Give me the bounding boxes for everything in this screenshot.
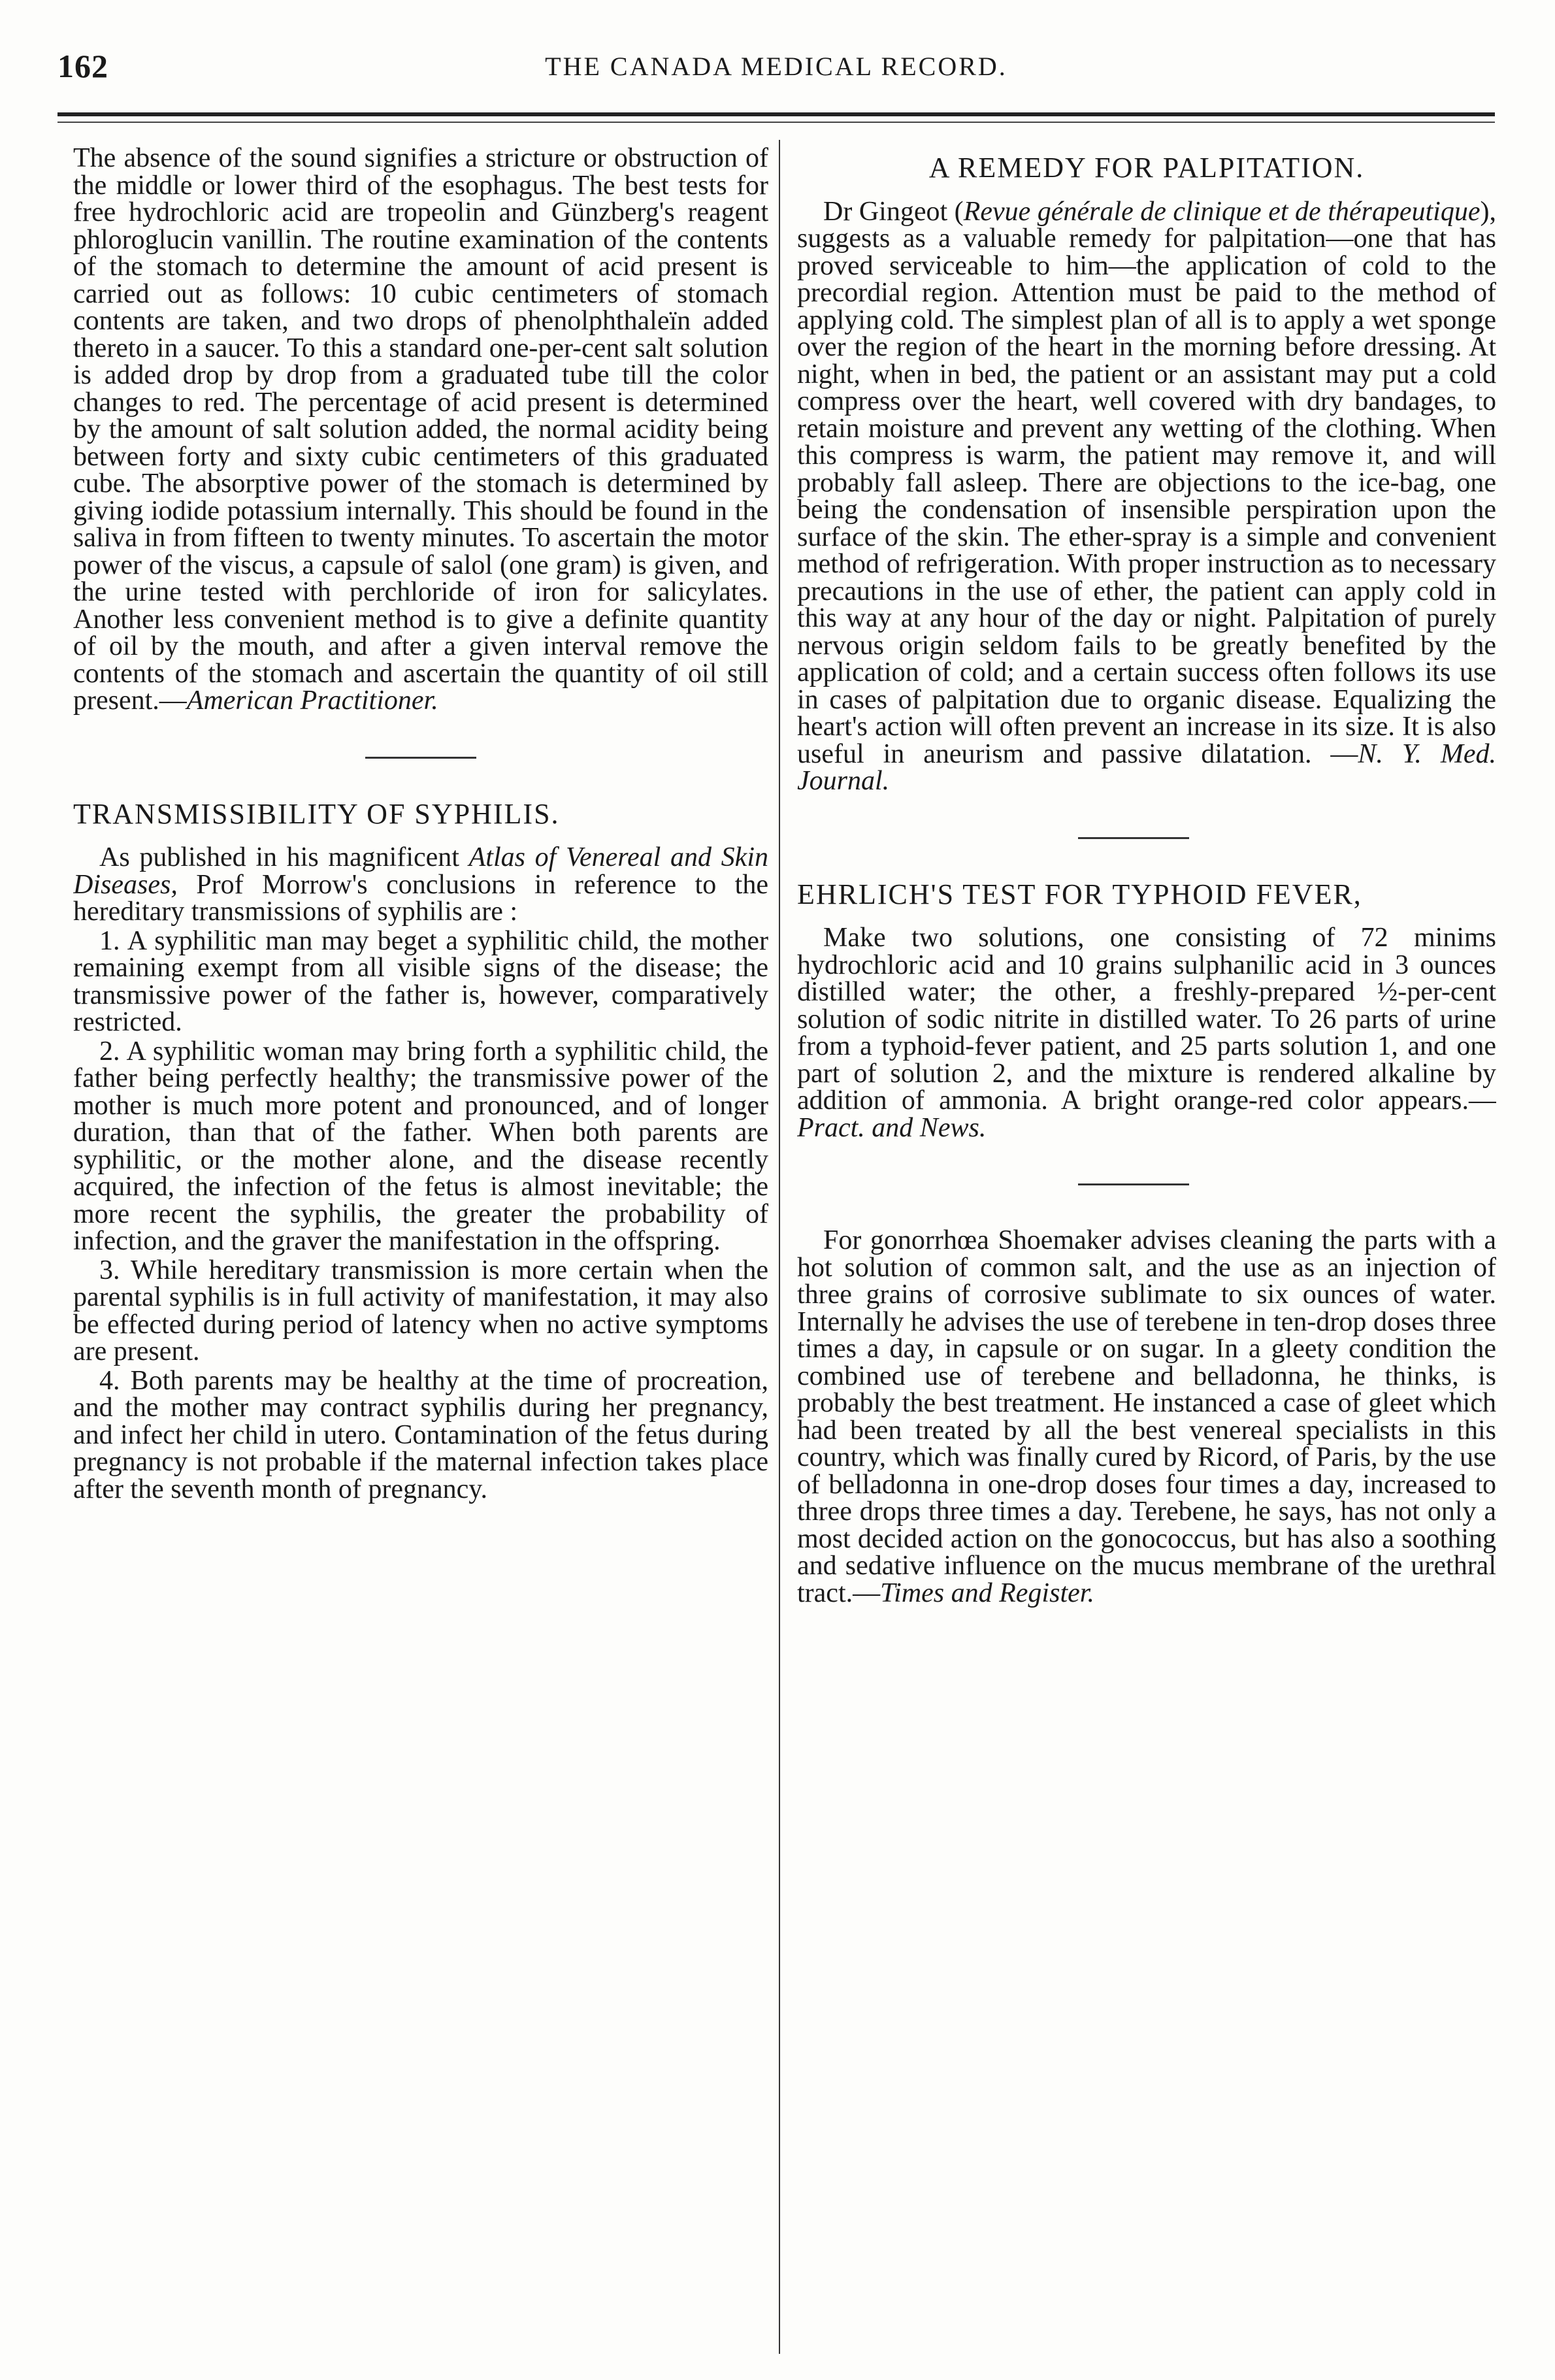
page-header xyxy=(57,47,1495,93)
typhoid-source: Pract. and News. xyxy=(797,1112,987,1143)
palpitation-journal: Revue générale de clinique et de thérapeutique xyxy=(963,196,1481,227)
syphilis-point-2: 2. A syphilitic woman may bring forth a syphilitic child, the father being perfectly healthy; the transmissive power of the mother is much more potent and pronounced, and of longer duration, than that of the father. When both parents are syphilitic, or the mother alone, and the disease recently acquired, the infection of the fetus is almost inevitable; the more recent the syphilis, the greater the probability of infection, and the graver the manifestation in the offspring. xyxy=(73,1036,768,1256)
section-separator xyxy=(1078,837,1189,839)
syphilis-point-1: 1. A syphilitic man may beget a syphilitic child, the mother remaining exempt from all visible signs of the disease; the transmissive power of the father is, however, comparatively restricted. xyxy=(73,925,768,1037)
syphilis-intro-text: As published in his magnificent xyxy=(99,842,469,872)
palpitation-text-2: ), suggests as a valuable remedy for palpitation—one that has proved serviceable to him—the application of cold to the precordial region. Attention must be paid to the method of applying cold. The simplest plan of all is to apply a wet sponge over the region of the heart in the morning before dressing. At night, when in bed, the patient or an assistant may put a cold compress over the heart, well covered with dry bandages, to retain moisture and prevent any wetting of the clothing. When this compress is warm, the patient may remove it, and will probably fall asleep. There are objections to the ice-bag, one being the condensation of insensible perspiration upon the surface of the skin. The ether-spray is a simple and convenient method of refrigeration. With proper instruction as to necessary precautions in the use of ether, the patient can apply cold in this way at any hour of the day or night. Palpitation of purely nervous origin seldom fails to be greatly benefited by the application of cold; and a certain success often follows its use in cases of palpitation due to organic disease. Equalizing the heart's action will often prevent an increase in its size. It is also useful in aneurism and passive dilatation. — xyxy=(797,196,1496,769)
syphilis-intro xyxy=(73,844,768,926)
header-rule-thick xyxy=(57,112,1495,116)
stomach-tests-paragraph xyxy=(73,145,768,715)
section-separator xyxy=(365,757,476,759)
gonorrhoea-paragraph xyxy=(797,1227,1496,1607)
stomach-tests-text: The absence of the sound signifies a stricture or obstruction of the middle or lower third of the esophagus. The best tests for free hydrochloric acid are tropeolin and Günzberg's reagent phloroglucin vanillin. The routine examination of the contents of the stomach to determine the amount of acid present is carried out as follows: 10 cubic centimeters of stomach contents are taken, and two drops of phenolphthaleïn added thereto in a saucer. To this a standard one-per-cent salt solution is added drop by drop from a graduated tube till the color changes to red. The percentage of acid present is determined by the amount of salt solution added, the normal acidity being between forty and sixty cubic centimeters of this graduated cube. The absorptive power of the stomach is determined by giving iodide potassium internally. This should be found in the saliva in from fifteen to twenty minutes. To ascertain the motor power of the viscus, a capsule of salol (one gram) is given, and the urine tested with perchloride of iron for salicylates. Another less convenient method is to give a definite quantity of oil by the mouth, and after a given interval remove the contents of the stomach and ascertain the quantity of oil still present.— xyxy=(73,145,768,716)
syphilis-point-3: 3. While hereditary transmission is more certain when the parental syphilis is in full activity of manifestation, it may also be effected during period of latency when no active symptoms are present. xyxy=(73,1255,768,1366)
right-column xyxy=(797,145,1496,2347)
typhoid-text: Make two solutions, one consisting of 72 minims hydrochloric acid and 10 grains sulphanilic acid in 3 ounces distilled water; the other, a freshly-prepared xyxy=(797,923,1496,1007)
syphilis-heading: TRANSMISSIBILITY OF SYPHILIS. xyxy=(73,797,560,830)
syphilis-point-4: 4. Both parents may be healthy at the time of procreation, and the mother may contract syphilis during her pregnancy, and infect her child in utero. Contamination of the fetus during pregnancy is not probable if the maternal infection takes place after the seventh month of pregnancy. xyxy=(73,1365,768,1504)
header-rule-thin xyxy=(57,122,1495,123)
typhoid-heading: EHRLICH'S TEST FOR TYPHOID FEVER, xyxy=(797,878,1362,910)
palpitation-paragraph xyxy=(797,196,1496,796)
palpitation-heading: A REMEDY FOR PALPITATION. xyxy=(928,152,1365,184)
atlas-title: Atlas of Venereal and Skin Diseases, xyxy=(73,842,768,900)
running-head: THE CANADA MEDICAL RECORD. xyxy=(545,52,1007,81)
page-number: 162 xyxy=(57,48,108,84)
typhoid-text-2: -per-cent solution of sodic nitrite in distilled water. To 26 parts of urine from a typhoid-fever patient, and 25 parts solution 1, and one part of solution 2, and the mixture is rendered alkaline by addition of ammonia. A bright orange-red color appears.— xyxy=(797,977,1496,1116)
palpitation-text: Dr Gingeot ( xyxy=(823,196,964,227)
gonorrhoea-source: Times and Register. xyxy=(880,1578,1094,1608)
gonorrhoea-text: For gonorrhœa Shoemaker advises cleaning the parts with a hot solution of common salt, and the use as an injection of three grains of corrosive sublimate to six ounces of water. Internally he advises the use of terebene in ten-drop doses three times a day, in capsule or on sugar. In a gleety condition the combined use of terebene and belladonna, he thinks, is probably the best treatment. He instanced a case of gleet which had been treated by all the best venereal specialists in this country, which was finally cured by Ricord, of Paris, by the use of belladonna in one-drop doses four times a day, increased to three drops three times a day. Terebene, he says, has not only a most decided action on the gonococcus, but has also a soothing and sedative influence on the mucus membrane of the urethral tract.— xyxy=(797,1225,1496,1608)
typhoid-paragraph xyxy=(797,925,1496,1142)
section-separator xyxy=(1078,1183,1189,1185)
typhoid-fraction: ½ xyxy=(1377,977,1398,1007)
palpitation-source: N. Y. Med. Journal. xyxy=(797,738,1496,796)
syphilis-intro-text-2: Prof Morrow's conclusions in reference to the hereditary transmissions of syphilis are : xyxy=(73,869,768,927)
left-column xyxy=(73,145,768,2347)
column-divider xyxy=(779,140,780,2354)
stomach-tests-source: American Practitioner. xyxy=(186,686,438,716)
